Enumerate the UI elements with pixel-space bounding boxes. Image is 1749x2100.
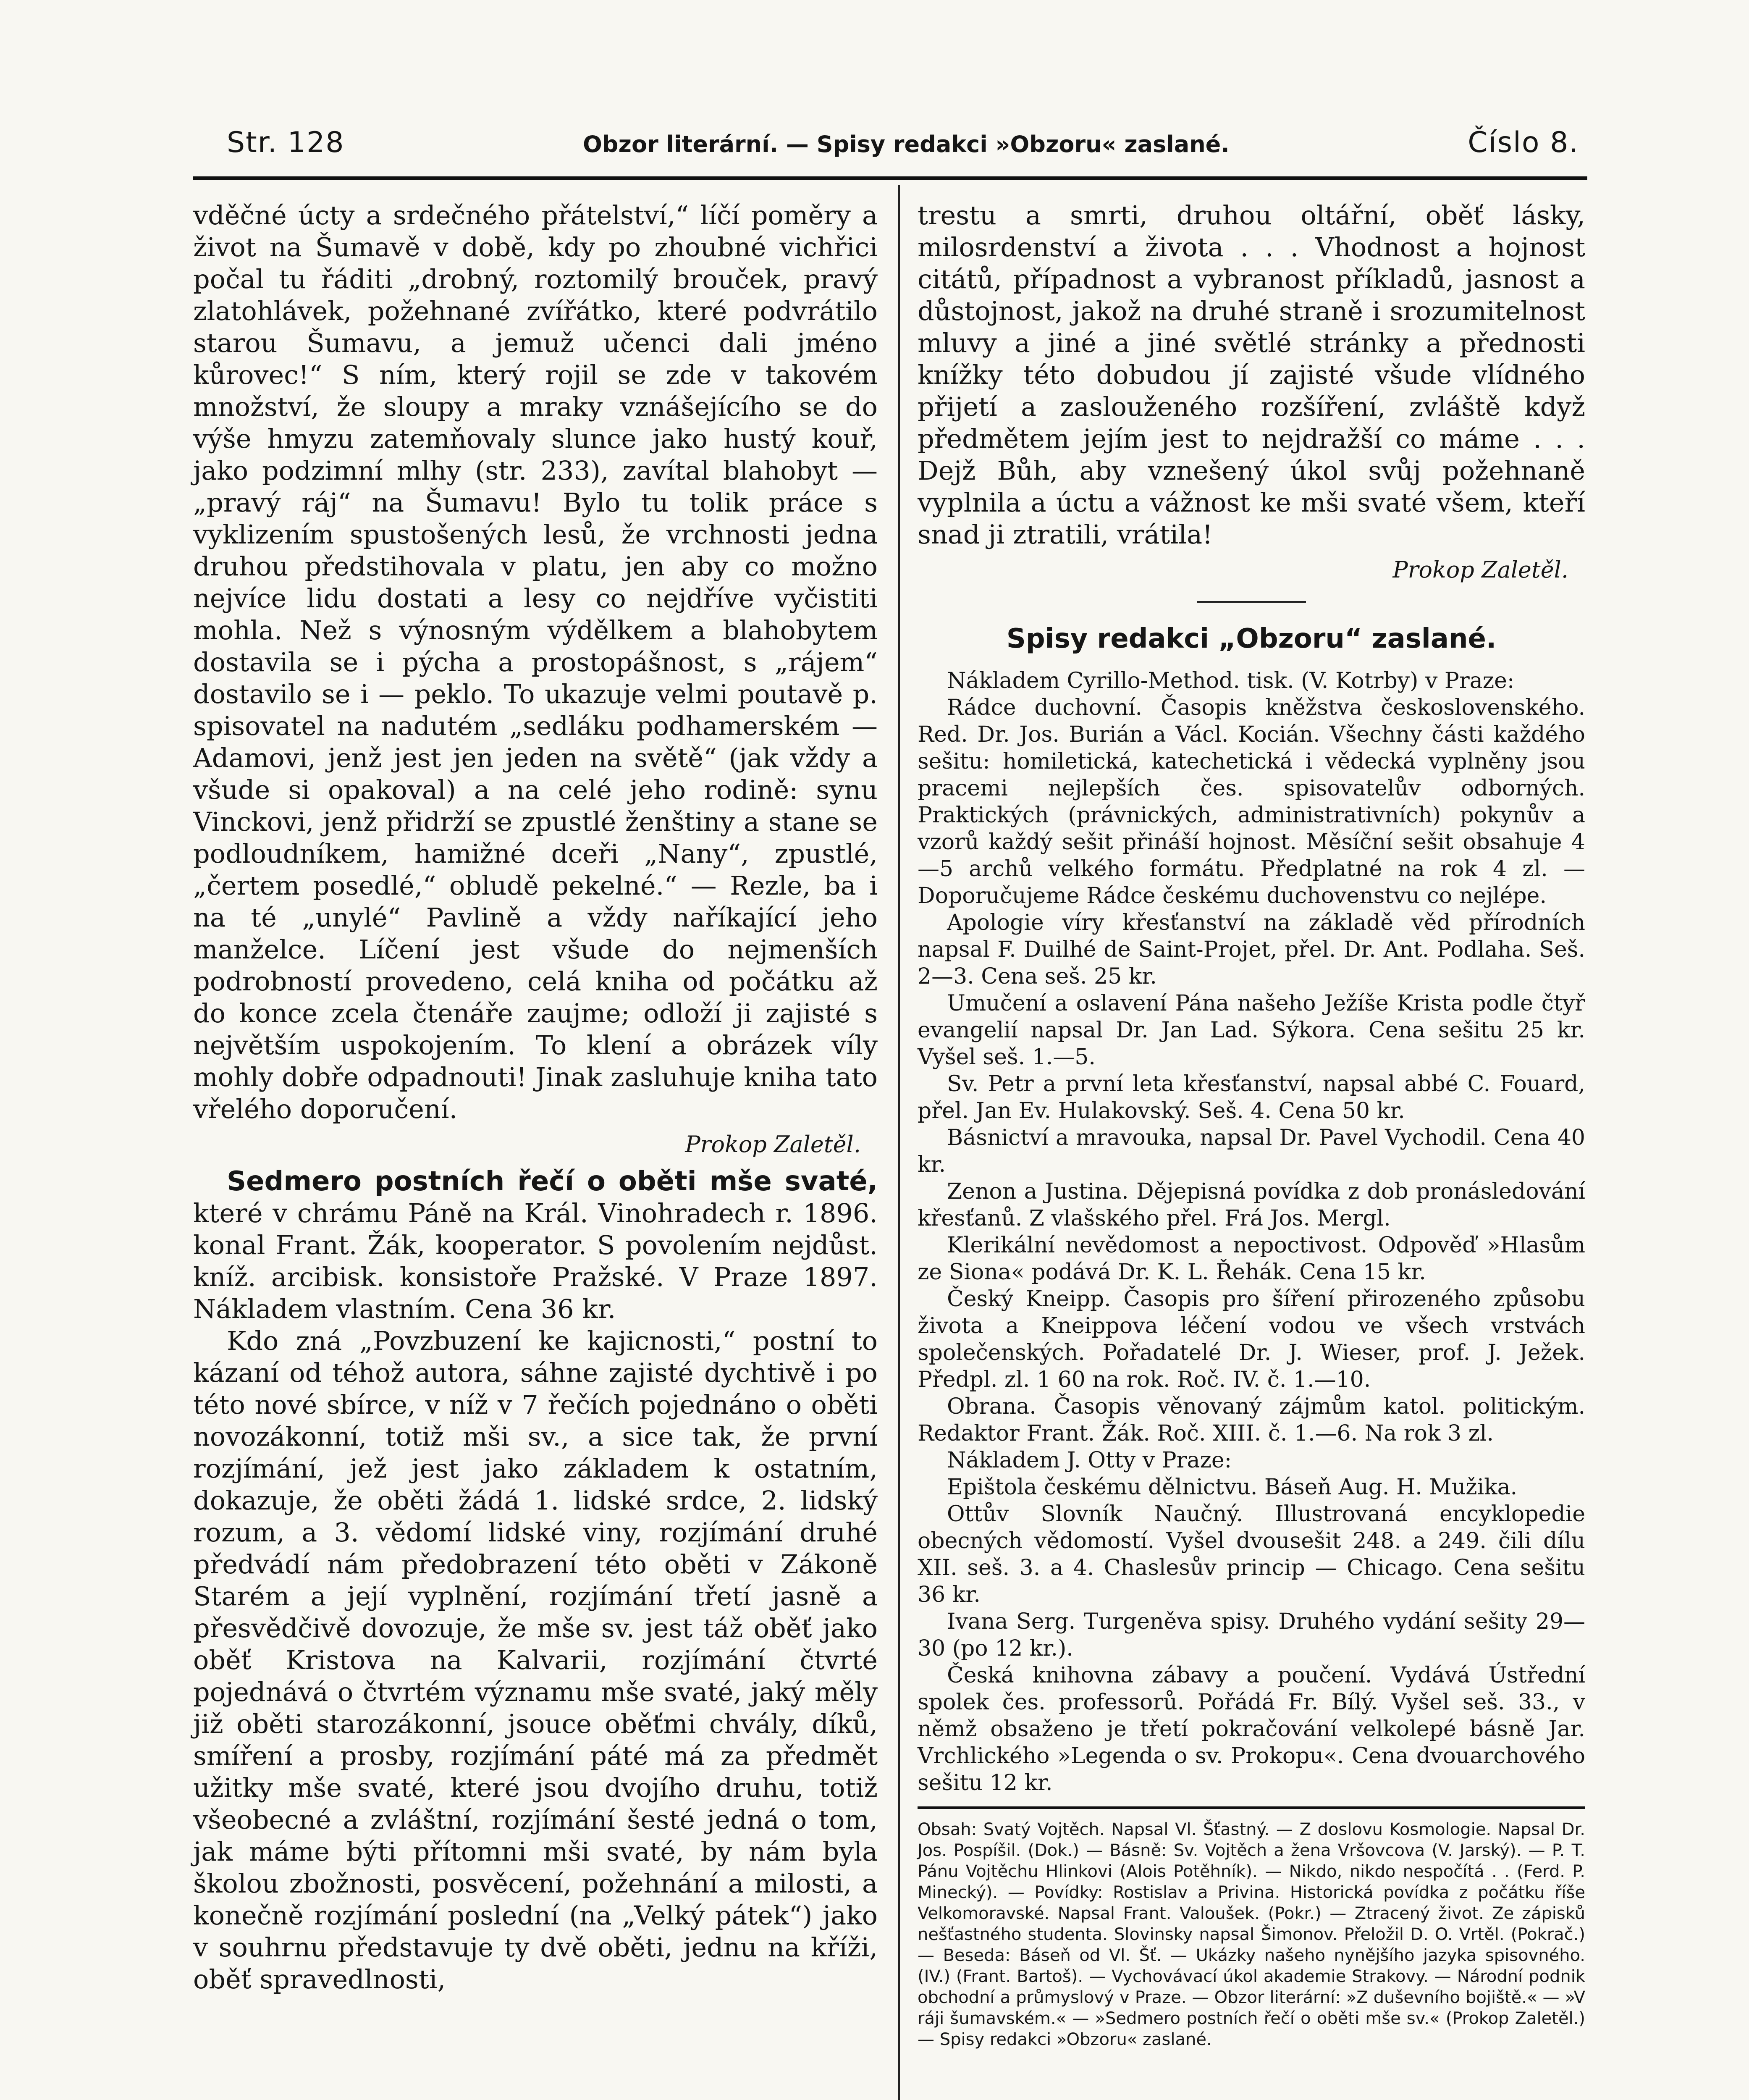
list-item: Česká knihovna zábavy a poučení. Vydává Ústřední spolek čes. professorů. Pořádá Fr. Bílý. Vyšel seš. 33., v němž obsaženo je třetí pokračování velkolepé básně Jar. Vrchlického »Legenda o sv. Prokopu«. Cena dvouarchového sešitu 12 kr. [918, 1663, 1585, 1796]
list-item: Apologie víry křesťanství na základě věd přírodních napsal F. Duilhé de Saint-Projet, přel. Dr. Ant. Podlaha. Seš. 2—3. Cena seš. 25 kr. [918, 910, 1585, 989]
left-column [193, 200, 878, 1995]
list-item: Český Kneipp. Časopis pro šíření přirozeného způsobu života a Kneippova léčení vodou ve všech vrstvách společenských. Pořadatelé Dr. J. Wieser, prof. J. Ježek. Předpl. zl. 1 60 na rok. Roč. IV. č. 1.—10. [918, 1286, 1585, 1392]
column-divider [898, 185, 900, 2100]
article-title: Sedmero postních řečí o oběti mše svaté, [227, 1166, 878, 1197]
section-divider [1197, 601, 1306, 603]
section-title: Spisy redakci „Obzoru“ zaslané. [1006, 623, 1497, 654]
article-heading [193, 1166, 878, 1325]
list-item: Ottův Slovník Naučný. Illustrovaná encyklopedie obecných vědomostí. Vyšel dvousešit 248. a 249. čili dílu XII. seš. 3. a 4. Chaslesův princip — Chicago. Cena sešitu 36 kr. [918, 1502, 1585, 1607]
right-column [918, 200, 1585, 2050]
left-paragraph-2: Kdo zná „Povzbuzení ke kajicnosti,“ postní to kázaní od téhož autora, sáhne zajisté dychtivě i po této nové sbírce, v níž v 7 řečích pojednáno o oběti novozákonní, totiž mši sv., a sice tak, že první rozjímání, jež jest jako základem k ostatním, dokazuje, že oběti žádá 1. lidské srdce, 2. lidský rozum, a 3. vědomí lidské viny, rozjímání druhé předvádí nám předobrazení této oběti v Zákoně Starém a její vyplnění, rozjímání třetí jasně a přesvědčivě dovozuje, že mše sv. jest táž oběť jako oběť Kristova na Kalvarii, rozjímání čtvrté pojednává o čtvrtém významu mše svaté, jaký měly již oběti starozákonní, jsouce oběťmi chvály, díků, smíření a prosby, rozjímání páté má za předmět užitky mše svaté, které jsou dvojího druhu, totiž všeobecné a zvláštní, rozjímání šesté jedná o tom, jak máme býti přítomni mši svaté, by nám byla školou zbožnosti, posvěcení, požehnání a milosti, a konečně rozjímání poslední (na „Velký pátek“) jako v souhrnu představuje ty dvě oběti, jednu na kříži, oběť spravedlnosti, [193, 1326, 878, 1995]
contents-rule [918, 1806, 1585, 1809]
received-books-list [918, 667, 1585, 1796]
right-signature: Prokop Zaletěl. [1392, 556, 1568, 583]
list-item: Nákladem Cyrillo-Method. tisk. (V. Kotrby) v Praze: [947, 668, 1515, 693]
list-item: Klerikální nevědomost a nepoctivost. Odpověď »Hlasům ze Siona« podává Dr. K. L. Řehák. Cena 15 kr. [918, 1233, 1585, 1285]
list-item: Epištola českému dělnictvu. Báseň Aug. H. Mužika. [947, 1475, 1518, 1500]
list-item: Zenon a Justina. Dějepisná povídka z dob pronásledování křesťanů. Z vlašského přel. Frá Jos. Mergl. [918, 1179, 1585, 1231]
list-item: Obrana. Časopis věnovaný zájmům katol. politickým. Redaktor Frant. Žák. Roč. XIII. č. 1.—6. Na rok 3 zl. [918, 1394, 1585, 1446]
page-number: Str. 128 [227, 126, 345, 159]
right-paragraph-1: trestu a smrti, druhou oltářní, oběť lásky, milosrdenství a života . . . Vhodnost a hojnost citátů, případnost a vybranost příkladů, jasnost a důstojnost, jakož na druhé straně i srozumitelnost mluvy a jiné a jiné světlé stránky a přednosti knížky této dobudou jí zajisté všude vlídného přijetí a zaslouženého rozšíření, zvláště když předmětem jejím jest to nejdražší co máme . . . Dejž Bůh, aby vznešený úkol svůj požehnaně vyplnila a úctu a vážnost ke mši svaté všem, kteří snad ji ztratili, vrátila! [918, 200, 1585, 550]
left-paragraph-1: vděčné úcty a srdečného přátelství,“ líčí poměry a život na Šumavě v době, kdy po zhoubné vichřici počal tu řáditi „drobný, roztomilý brouček, pravý zlatohlávek, požehnané zvířátko, které podvrátilo starou Šumavu, a jemuž učenci dali jméno kůrovec!“ S ním, který rojil se zde v takovém množství, že sloupy a mraky vznášejícího se do výše hmyzu zatemňovaly slunce jako hustý kouř, jako podzimní mlhy (str. 233), zavítal blahobyt — „pravý ráj“ na Šumavu! Bylo tu tolik práce s vyklizením spustošených lesů, že vrchnosti jedna druhou předstihovala v platu, jen aby co možno nejvíce lidu dostati a lesy co nejdříve vyčistiti mohla. Než s výnosným výdělkem a blahobytem dostavila se i pýcha a prostopášnost, s „rájem“ dostavilo se i — peklo. To ukazuje velmi poutavě p. spisovatel na nadutém „sedláku podhamerském — Adamovi, jenž jest jen jeden na světě“ (jak vždy a všude si opakoval) a na celé jeho rodině: synu Vinckovi, jenž přidrží se zpustlé ženštiny a stane se podloudníkem, hamižné dceři „Nany“, zpustlé, „čertem posedlé,“ obludě pekelné.“ — Rezle, ba i na té „unylé“ Pavlině a vždy naříkající jeho manželce. Líčení jest všude do nejmenších podrobností provedeno, celá kniha od počátku až do konce zcela čtenáře zaujme; odloží ji zajisté s největším uspokojením. To klení a obrázek víly mohly dobře odpadnouti! Jinak zasluhuje kniha tato vřelého doporučení. [193, 200, 878, 1124]
left-signature: Prokop Zaletěl. [685, 1131, 861, 1158]
journal-title: Obzor literární. — Spisy redakci »Obzoru« zaslané. [582, 131, 1230, 158]
header-rule [193, 176, 1587, 180]
list-item: Básnictví a mravouka, napsal Dr. Pavel Vychodil. Cena 40 kr. [918, 1125, 1585, 1177]
list-item: Sv. Petr a první leta křesťanství, napsal abbé C. Fouard, přel. Jan Ev. Hulakovský. Seš. 4. Cena 50 kr. [918, 1071, 1585, 1124]
page-header [227, 126, 1579, 176]
list-item: Nákladem J. Otty v Praze: [947, 1448, 1232, 1473]
table-of-contents: Obsah: Svatý Vojtěch. Napsal Vl. Šťastný. — Z doslovu Kosmologie. Napsal Dr. Jos. Pospíšil. (Dok.) — Básně: Sv. Vojtěch a žena Vršovcova (V. Jarský). — P. T. Pánu Vojtěchu Hlinkovi (Alois Potěhník). — Nikdo, nikdo nespočítá . . (Ferd. P. Minecký). — Povídky: Rostislav a Privina. Historická povídka z počátku říše Velkomoravské. Napsal Frant. Valoušek. (Pokr.) — Ztracený život. Ze zápisků nešťastného studenta. Slovinsky napsal Šimonov. Přeložil D. O. Vrtěl. (Pokrač.) — Beseda: Báseň od Vl. Šť. — Ukázky našeho nynějšího jazyka spisovného. (IV.) (Frant. Bartoš). — Vychovávací úkol akademie Strakovy. — Národní podnik obchodní a průmyslový v Praze. — Obzor literární: »Z duševního bojiště.« — »V ráji šumavském.« — »Sedmero postních řečí o oběti mše sv.« (Prokop Zaletěl.) — Spisy redakci »Obzoru« zaslané. [918, 1820, 1585, 2049]
issue-number: Číslo 8. [1468, 126, 1579, 159]
list-item: Rádce duchovní. Časopis kněžstva československého. Red. Dr. Jos. Burián a Václ. Kocián. Všechny části každého sešitu: homiletická, katechetická i vědecká vyplněny jsou pracemi nejlepších čes. spisovatelův odborných. Praktických (právnických, administrativních) pokynův a vzorů každý sešit přináší hojnost. Měsíční sešit obsahuje 4—5 archů velkého formátu. Předplatné na rok 4 zl. — Doporučujeme Rádce českému duchovenstvu co nejlépe. [918, 695, 1585, 908]
article-details: které v chrámu Páně na Král. Vinohradech r. 1896. konal Frant. Žák, kooperator. S povolením nejdůst. kníž. arcibisk. konsistoře Pražské. V Praze 1897. Nákladem vlastním. Cena 36 kr. [193, 1198, 878, 1324]
list-item: Umučení a oslavení Pána našeho Ježíše Krista podle čtyř evangelií napsal Dr. Jan Lad. Sýkora. Cena sešitu 25 kr. Vyšel seš. 1.—5. [918, 991, 1585, 1070]
list-item: Ivana Serg. Turgeněva spisy. Druhého vydání sešity 29—30 (po 12 kr.). [918, 1609, 1585, 1661]
